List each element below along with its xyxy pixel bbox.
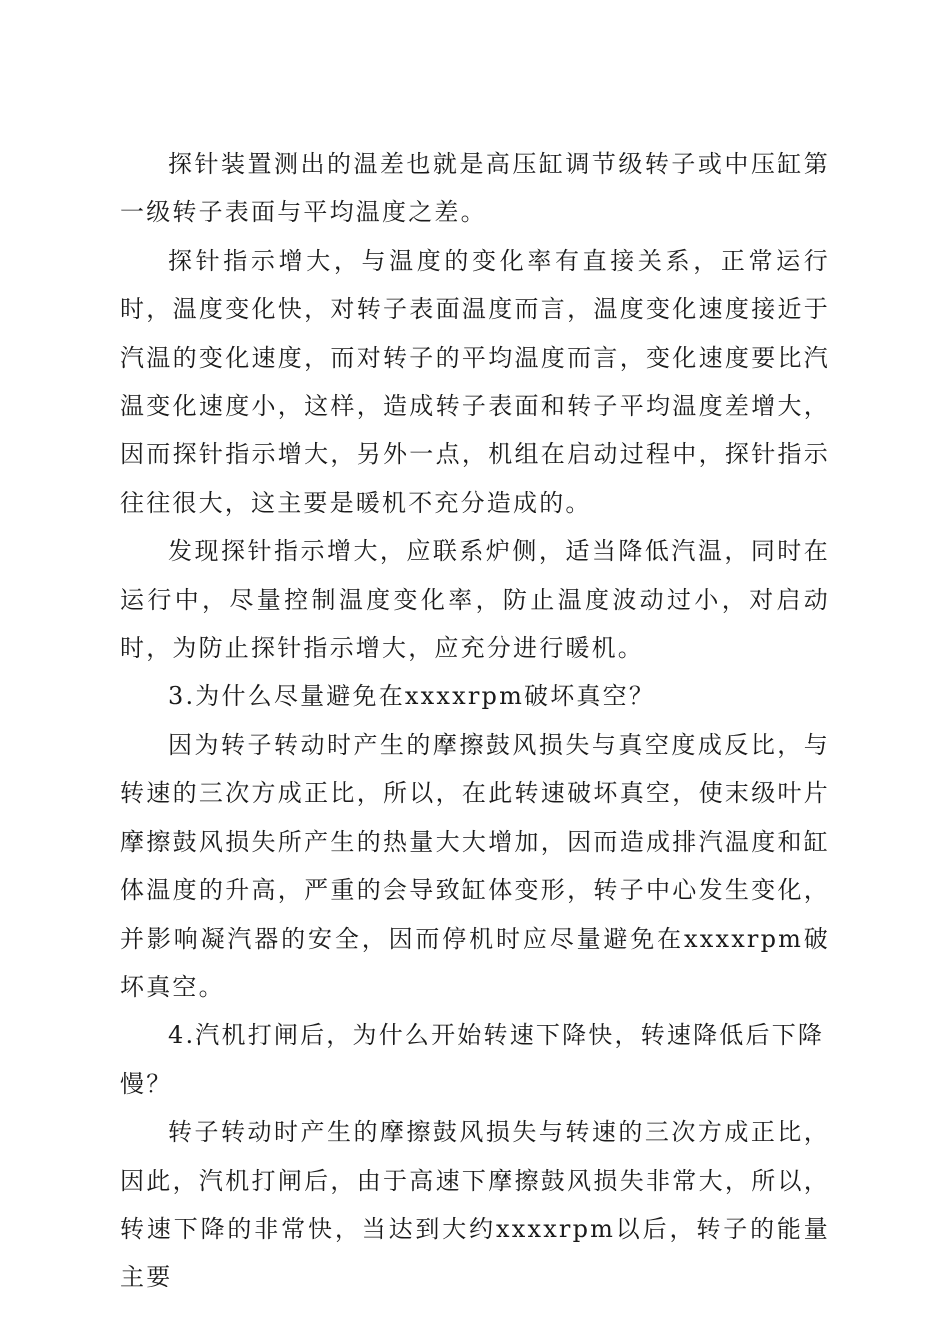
question-heading-3: 3.为什么尽量避免在xxxxrpm破坏真空？ bbox=[168, 682, 656, 711]
document-body bbox=[120, 140, 830, 1302]
paragraph-rotor-speed-decline: 转子转动时产生的摩擦鼓风损失与转速的三次方成正比，因此，汽机打闸后，由于高速下摩擦鼓风损失非常大，所以，转速下降的非常快，当达到大约xxxxrpm以后，转子的能量主要 bbox=[120, 1118, 830, 1292]
question-heading-4: 4.汽机打闸后，为什么开始转速下降快，转速降低后下降慢？ bbox=[120, 1021, 825, 1098]
paragraph-vacuum-breaking: 因为转子转动时产生的摩擦鼓风损失与真空度成反比，与转速的三次方成正比，所以，在此转速破坏真空，使末级叶片摩擦鼓风损失所产生的热量大大增加，因而造成排汽温度和缸体温度的升高，严重的会导致缸体变形，转子中心发生变化，并影响凝汽器的安全，因而停机时应尽量避免在xxxxrpm破坏真空。 bbox=[120, 730, 830, 1001]
paragraph-probe-countermeasures: 发现探针指示增大，应联系炉侧，适当降低汽温，同时在运行中，尽量控制温度变化率，防止温度波动过小，对启动时，为防止探针指示增大，应充分进行暖机。 bbox=[120, 537, 830, 663]
paragraph-probe-indication-increase: 探针指示增大，与温度的变化率有直接关系，正常运行时，温度变化快，对转子表面温度而言，温度变化速度接近于汽温的变化速度，而对转子的平均温度而言，变化速度要比汽温变化速度小，这样，造成转子表面和转子平均温度差增大，因而探针指示增大，另外一点，机组在启动过程中，探针指示往往很大，这主要是暖机不充分造成的。 bbox=[120, 246, 830, 517]
paragraph-probe-temperature-difference: 探针装置测出的温差也就是高压缸调节级转子或中压缸第一级转子表面与平均温度之差。 bbox=[120, 150, 830, 227]
